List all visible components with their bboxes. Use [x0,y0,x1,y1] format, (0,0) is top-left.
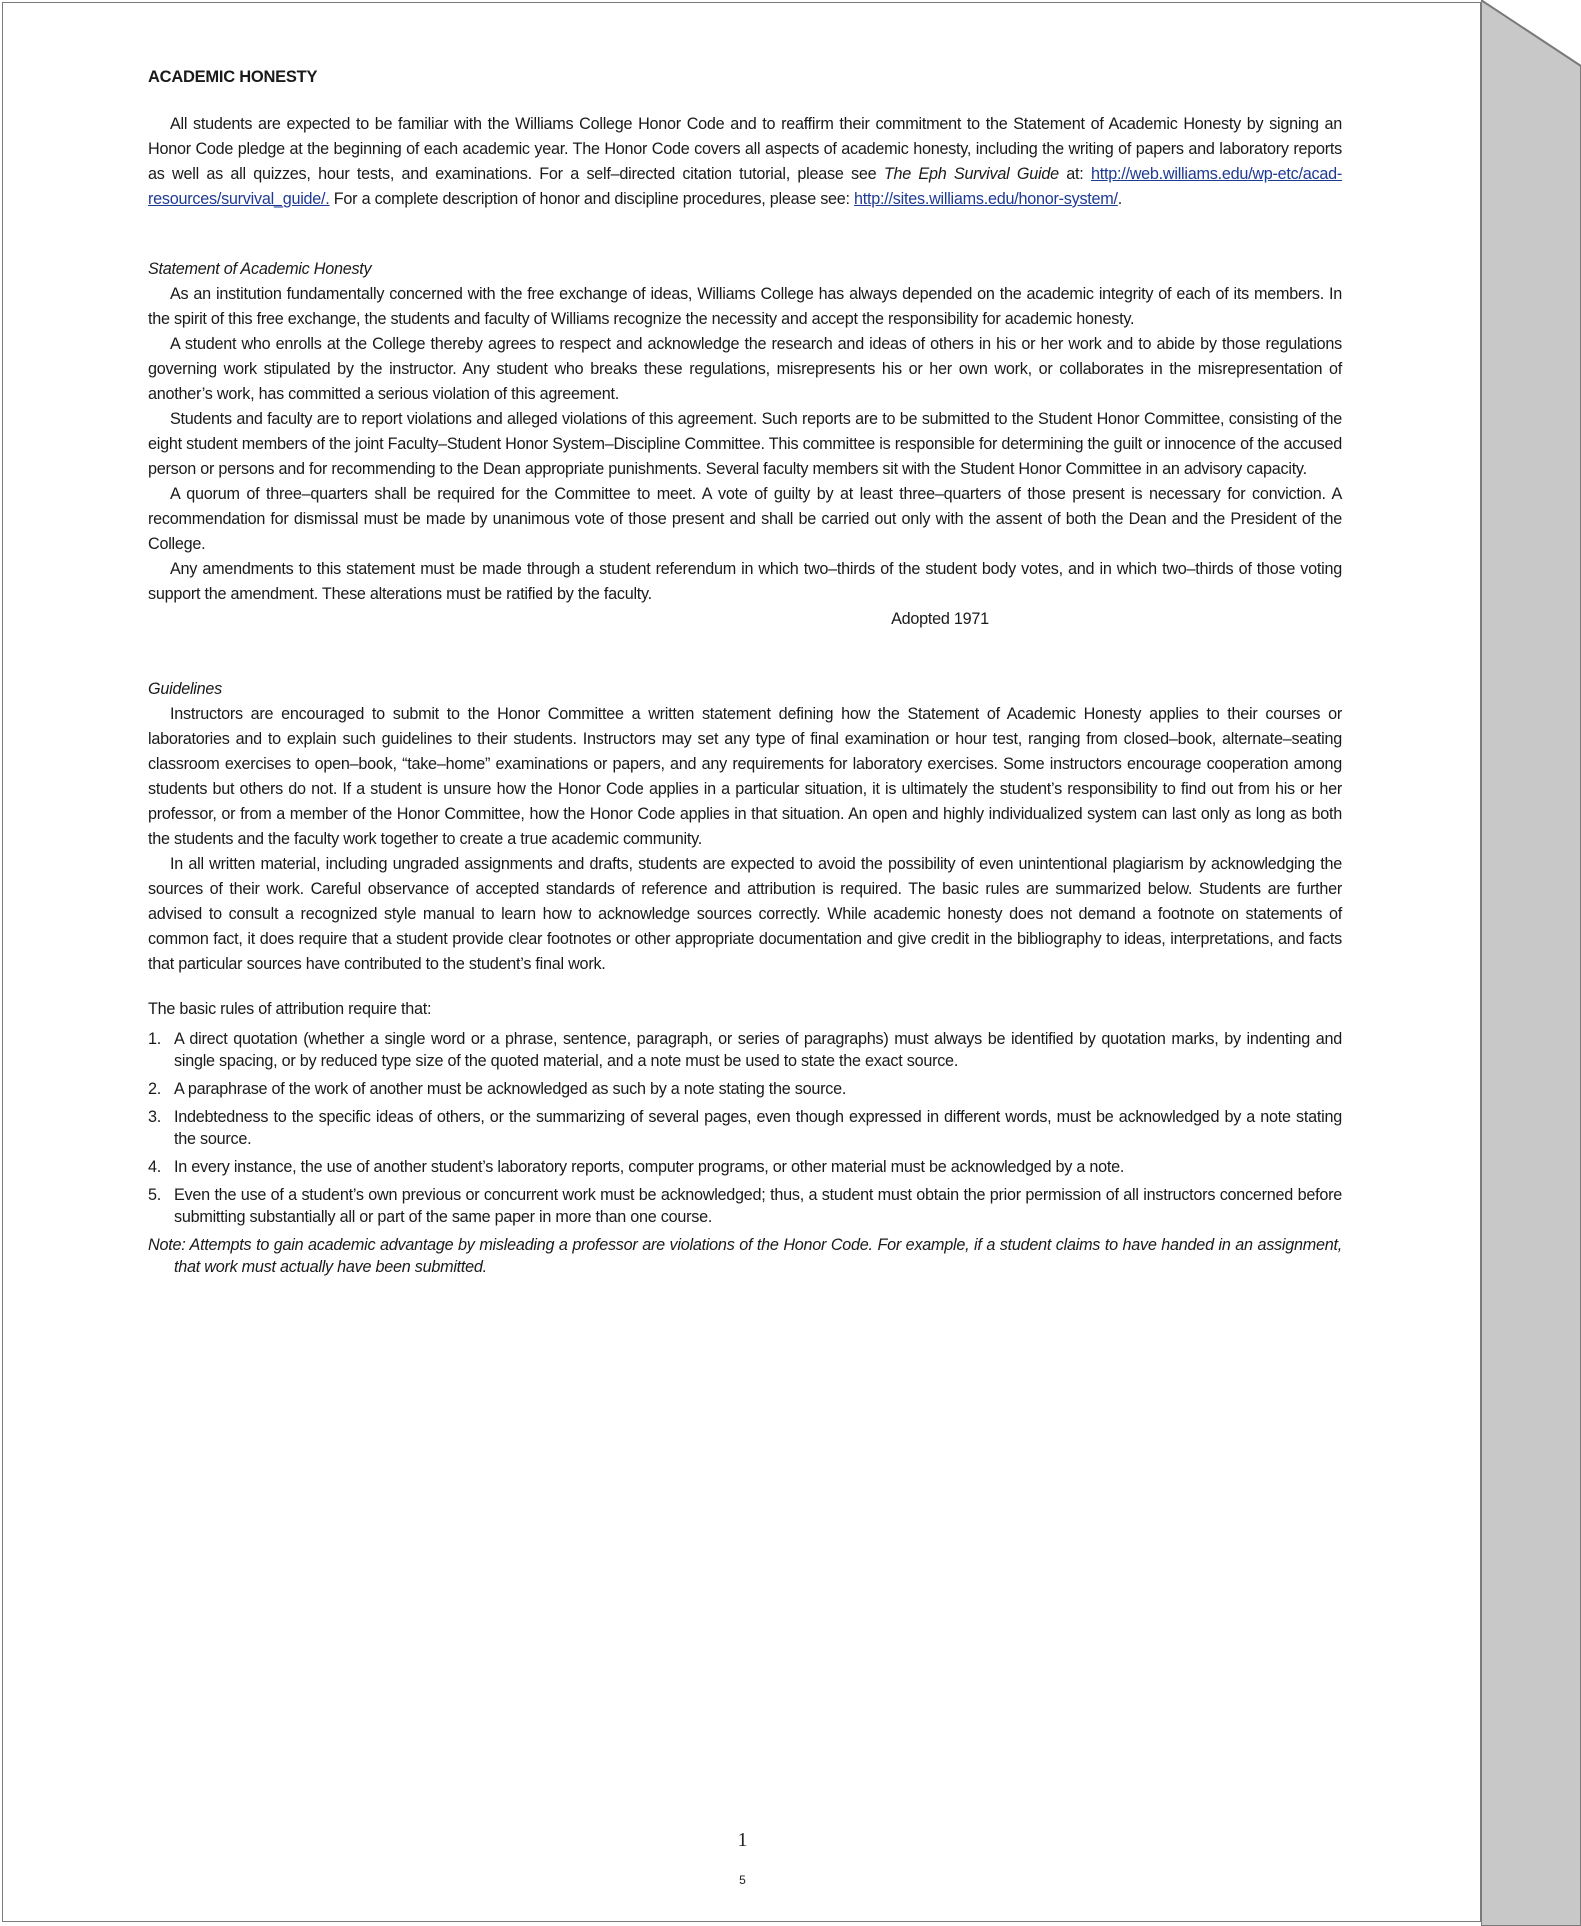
intro-paragraph: All students are expected to be familiar with the Williams College Honor Code and to reaffirm their commitment to the Statement of Academic Honesty by signing an Honor Code pledge at the beginning of each academic year. The Honor Code covers all aspects of academic honesty, including the writing of papers and laboratory reports as well as all quizzes, hour tests, and examinations. For a self–directed citation tutorial, please see The Eph Survival Guide at: http://web.williams.edu/wp-etc/acad-resources/survival_guide/. For a complete description of honor and discipline procedures, please see: http://sites.williams.edu/honor-system/. [148,115,1342,208]
rules-list [148,1028,1342,1228]
guidelines-paragraph: Instructors are encouraged to submit to the Honor Committee a written statement defining how the Statement of Academic Honesty applies to their courses or laboratories and to explain such guidelines to their students. Instructors may set any type of final examination or hour test, ranging from closed–book, alternate–seating classroom exercises to open–book, “take–home” examinations or papers, and any requirements for laboratory exercises. Some instructors encourage cooperation among students but others do not. If a student is unsure how the Honor Code applies in a particular situation, it is ultimately the student’s responsibility to find out from his or her professor, or from a member of the Honor Committee, how the Honor Code applies in that situation. An open and highly individualized system can last only as long as both the students and the faculty work together to create a true academic community. [148,705,1342,848]
guidelines-title: Guidelines [148,680,222,698]
page-edge-shading [1481,0,1581,1926]
document-body [148,65,1342,1278]
statement-paragraph: A student who enrolls at the College thereby agrees to respect and acknowledge the research and ideas of others in his or her work and to abide by those regulations governing work stipulated by the instructor. Any student who breaks these regulations, misrepresents his or her own work, or collaborates in the misrepresentation of another’s work, has committed a serious violation of this agreement. [148,335,1342,403]
list-item: 3. Indebtedness to the specific ideas of others, or the summarizing of several pages, even though expressed in different words, must be acknowledged by a note stating the source. [148,1108,1342,1148]
list-item: 5. Even the use of a student’s own previous or concurrent work must be acknowledged; thus, a student must obtain the prior permission of all instructors concerned before submitting substantially all or part of the same paper in more than one course. [148,1186,1342,1226]
list-item: 1. A direct quotation (whether a single word or a phrase, sentence, paragraph, or series of paragraphs) must always be identified by quotation marks, by indenting and single spacing, or by reduced type size of the quoted material, and a note must be used to state the exact source. [148,1030,1342,1070]
note: Note: Attempts to gain academic advantage by misleading a professor are violations of the Honor Code. For example, if a student claims to have handed in an assignment, that work must actually have been submitted. [148,1236,1342,1276]
survival-guide-link[interactable]: http://web.williams.edu/wp-etc/acad-resources/survival_guide/. [148,165,1342,208]
list-item: 4. In every instance, the use of another student’s laboratory reports, computer programs, or other material must be acknowledged by a note. [148,1158,1125,1176]
rules-intro: The basic rules of attribution require that: [148,1000,432,1018]
guidelines-paragraph: In all written material, including ungraded assignments and drafts, students are expected to avoid the possibility of even unintentional plagiarism by acknowledging the sources of their work. Careful observance of accepted standards of reference and attribution is required. The basic rules are summarized below. Students are further advised to consult a recognized style manual to learn how to acknowledge sources correctly. While academic honesty does not demand a footnote on statements of common fact, it does require that a student provide clear footnotes or other appropriate documentation and give credit in the bibliography to ideas, interpretations, and facts that particular sources have contributed to the student’s final work. [148,855,1342,973]
page-heading: ACADEMIC HONESTY [148,68,318,86]
statement-paragraph: Students and faculty are to report violations and alleged violations of this agreement. Such reports are to be submitted to the Student Honor Committee, consisting of the eight student members of the joint Faculty–Student Honor System–Discipline Committee. This committee is responsible for determining the guilt or innocence of the accused person or persons and for recommending to the Dean appropriate punishments. Several faculty members sit with the Student Honor Committee in an advisory capacity. [148,410,1342,478]
honor-system-link[interactable]: http://sites.williams.edu/honor-system/ [854,190,1118,208]
statement-paragraph: As an institution fundamentally concerned with the free exchange of ideas, Williams College has always depended on the academic integrity of each of its members. In the spirit of this free exchange, the students and faculty of Williams recognize the necessity and accept the responsibility for academic honesty. [148,285,1342,328]
statement-paragraph: Any amendments to this statement must be made through a student referendum in which two–thirds of the student body votes, and in which two–thirds of those voting support the amendment. These alterations must be ratified by the faculty. [148,560,1342,603]
page-sub-number: 5 [739,1873,746,1887]
statement-paragraph: A quorum of three–quarters shall be required for the Committee to meet. A vote of guilty by at least three–quarters of those present is necessary for conviction. A recommendation for dismissal must be made by unanimous vote of those present and shall be carried out only with the assent of both the Dean and the President of the College. [148,485,1342,553]
list-item: 2. A paraphrase of the work of another must be acknowledged as such by a note stating the source. [148,1080,847,1098]
statement-title: Statement of Academic Honesty [148,260,372,278]
adopted-date: Adopted 1971 [891,610,989,628]
guide-title: The Eph Survival Guide [883,165,1059,183]
page-edge-panel [1481,0,1581,1926]
page-number: 1 [737,1829,748,1851]
document-page [2,2,1481,1922]
